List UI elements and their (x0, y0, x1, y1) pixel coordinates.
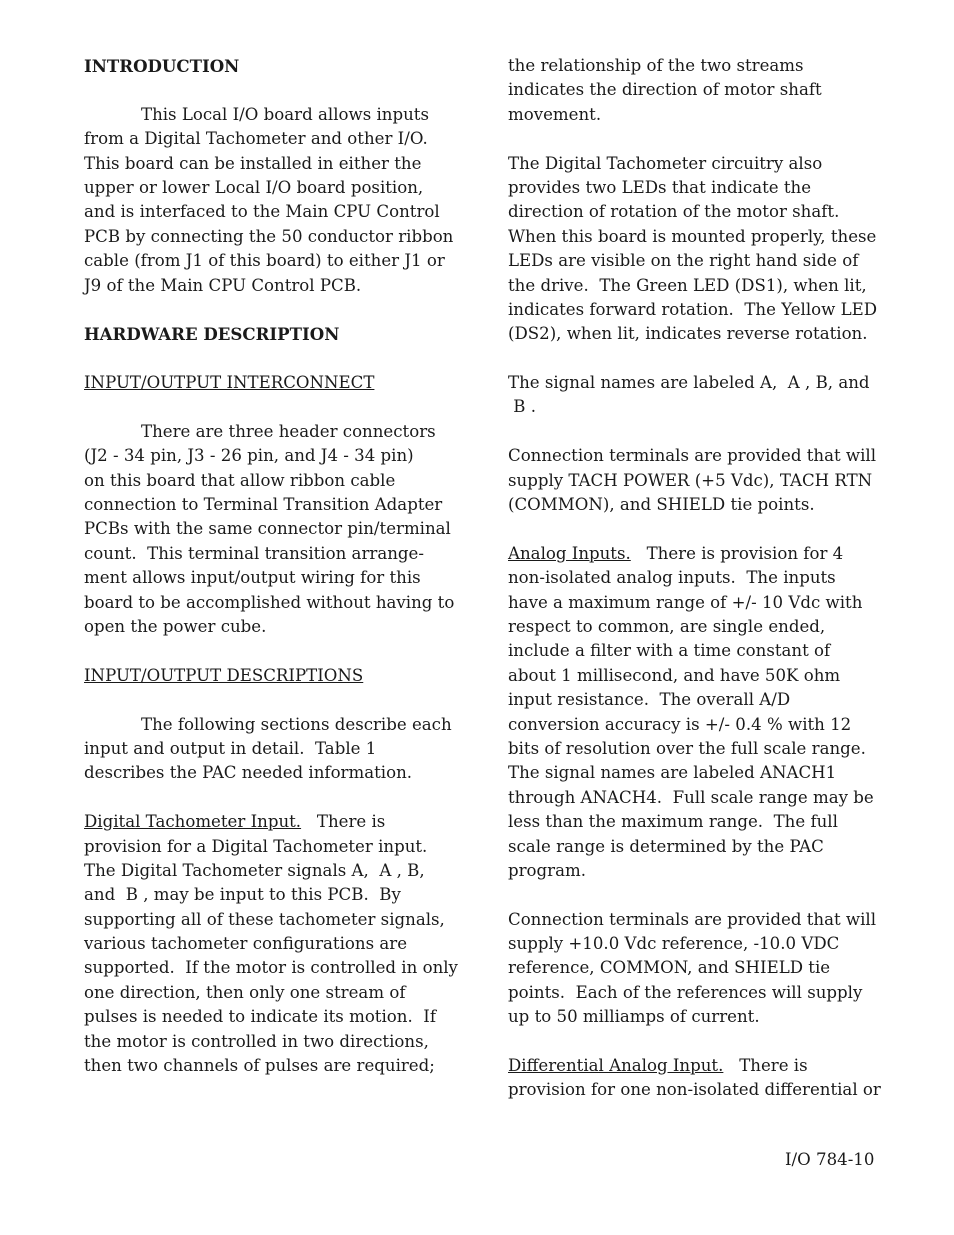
text-line: Connection terminals are provided that will (508, 909, 877, 929)
text-line: PCBs with the same connector pin/terminal (84, 519, 451, 539)
text-line: upper or lower Local I/O board position, (84, 177, 424, 197)
text-line: (J2 - 34 pin, J3 - 26 pin, and J4 - 34 pin) (84, 446, 414, 466)
text-line: program. (508, 860, 587, 880)
text-line: various tachometer configurations are (84, 934, 408, 954)
text-line: on this board that allow ribbon cable (84, 470, 396, 490)
text-line: supported. If the motor is controlled in only (84, 958, 458, 978)
text-line: J9 of the Main CPU Control PCB. (84, 275, 362, 295)
text-line: bits of resolution over the full scale range. (508, 738, 866, 758)
heading-hardware-description: HARDWARE DESCRIPTION (84, 324, 340, 345)
text-line: the motor is controlled in two directions, (84, 1031, 429, 1051)
text-line: points. Each of the references will supply (508, 982, 863, 1002)
text-line: input resistance. The overall A/D (508, 690, 791, 710)
subheading-interconnect: INPUT/OUTPUT INTERCONNECT (84, 373, 375, 393)
text-line: reference, COMMON, and SHIELD tie (508, 958, 831, 978)
text-line: pulses is needed to indicate its motion. If (84, 1007, 436, 1027)
page-number: I/O 784-10 (785, 1150, 875, 1169)
differential-input-paragraph (508, 1054, 888, 1103)
text-line: scale range is determined by the PAC (508, 836, 824, 856)
text-line: This board can be installed in either the (84, 153, 422, 173)
text-line: open the power cube. (84, 616, 267, 636)
analog-inputs-paragraph (508, 542, 888, 883)
text-line: movement. (508, 104, 602, 124)
text-line: indicates forward rotation. The Yellow LED (508, 299, 878, 319)
left-column (84, 54, 464, 1078)
text-line: less than the maximum range. The full (508, 812, 838, 832)
text-run: There is (301, 812, 386, 832)
text-line: one direction, then only one stream of (84, 982, 406, 1002)
text-line: The Digital Tachometer signals A, A , B, (84, 860, 425, 880)
text-line: Connection terminals are provided that will (508, 446, 877, 466)
tach-continued-paragraph (508, 54, 888, 127)
text-line: connection to Terminal Transition Adapter (84, 495, 443, 515)
analog-inputs-title: Analog Inputs. (508, 543, 631, 563)
differential-input-title: Differential Analog Input. (508, 1056, 724, 1076)
text-line: through ANACH4. Full scale range may be (508, 787, 874, 807)
text-line: The following sections describe each (141, 714, 452, 734)
text-line: the drive. The Green LED (DS1), when lit, (508, 275, 867, 295)
text-line: The signal names are labeled A, A , B, and (508, 373, 870, 393)
text-line: The signal names are labeled ANACH1 (508, 763, 837, 783)
text-line: include a filter with a time constant of (508, 641, 831, 661)
text-line: respect to common, are single ended, (508, 616, 826, 636)
text-line: then two channels of pulses are required; (84, 1056, 435, 1076)
text-line: PCB by connecting the 50 conductor ribbon (84, 226, 454, 246)
text-line: indicates the direction of motor shaft (508, 80, 822, 100)
tach-terminals-paragraph (508, 444, 888, 517)
interconnect-paragraph (84, 420, 464, 640)
subheading-descriptions: INPUT/OUTPUT DESCRIPTIONS (84, 665, 364, 685)
text-line: provision for a Digital Tachometer input. (84, 836, 428, 856)
text-line: conversion accuracy is +/- 0.4 % with 12 (508, 714, 852, 734)
analog-terminals-paragraph (508, 908, 888, 1030)
text-line: There are three header connectors (141, 421, 436, 441)
text-line: LEDs are visible on the right hand side of (508, 251, 859, 271)
text-line: provision for one non-isolated differential or (508, 1080, 881, 1100)
text-line: from a Digital Tachometer and other I/O. (84, 129, 428, 149)
text-line: about 1 millisecond, and have 50K ohm (508, 665, 841, 685)
text-line: non-isolated analog inputs. The inputs (508, 568, 836, 588)
text-line: ment allows input/output wiring for this (84, 568, 421, 588)
text-line: provides two LEDs that indicate the (508, 177, 812, 197)
text-line: supply TACH POWER (+5 Vdc), TACH RTN (508, 470, 873, 490)
text-line: When this board is mounted properly, these (508, 226, 877, 246)
text-run: There is (723, 1056, 808, 1076)
leds-paragraph (508, 152, 888, 347)
text-line: up to 50 milliamps of current. (508, 1007, 760, 1027)
text-line: cable (from J1 of this board) to either J1 or (84, 251, 445, 271)
tach-input-paragraph (84, 810, 464, 1078)
intro-paragraph (84, 103, 464, 298)
heading-introduction: INTRODUCTION (84, 56, 240, 76)
text-line: B . (508, 397, 537, 417)
signal-names-paragraph (508, 371, 888, 420)
text-line: supply +10.0 Vdc reference, -10.0 VDC (508, 934, 840, 954)
text-line: input and output in detail. Table 1 (84, 738, 377, 758)
tach-input-title: Digital Tachometer Input. (84, 812, 302, 832)
descriptions-paragraph (84, 713, 464, 786)
text-line: board to be accomplished without having to (84, 592, 455, 612)
text-line: supporting all of these tachometer signals, (84, 909, 445, 929)
text-line: have a maximum range of +/- 10 Vdc with (508, 592, 863, 612)
text-line (84, 810, 464, 834)
text-line (508, 542, 888, 566)
text-line: (COMMON), and SHIELD tie points. (508, 495, 815, 515)
text-line: direction of rotation of the motor shaft. (508, 202, 840, 222)
text-run: There is provision for 4 (630, 543, 844, 563)
right-column (508, 54, 888, 1103)
text-line: This Local I/O board allows inputs (141, 104, 429, 124)
text-line: the relationship of the two streams (508, 56, 804, 75)
text-line: and is interfaced to the Main CPU Control (84, 202, 440, 222)
text-line: (DS2), when lit, indicates reverse rotation. (508, 324, 868, 344)
text-line: count. This terminal transition arrange- (84, 543, 424, 563)
text-line: and B , may be input to this PCB. By (84, 885, 401, 905)
text-line: The Digital Tachometer circuitry also (508, 153, 823, 173)
text-line: describes the PAC needed information. (84, 763, 413, 783)
text-line (508, 1054, 888, 1078)
